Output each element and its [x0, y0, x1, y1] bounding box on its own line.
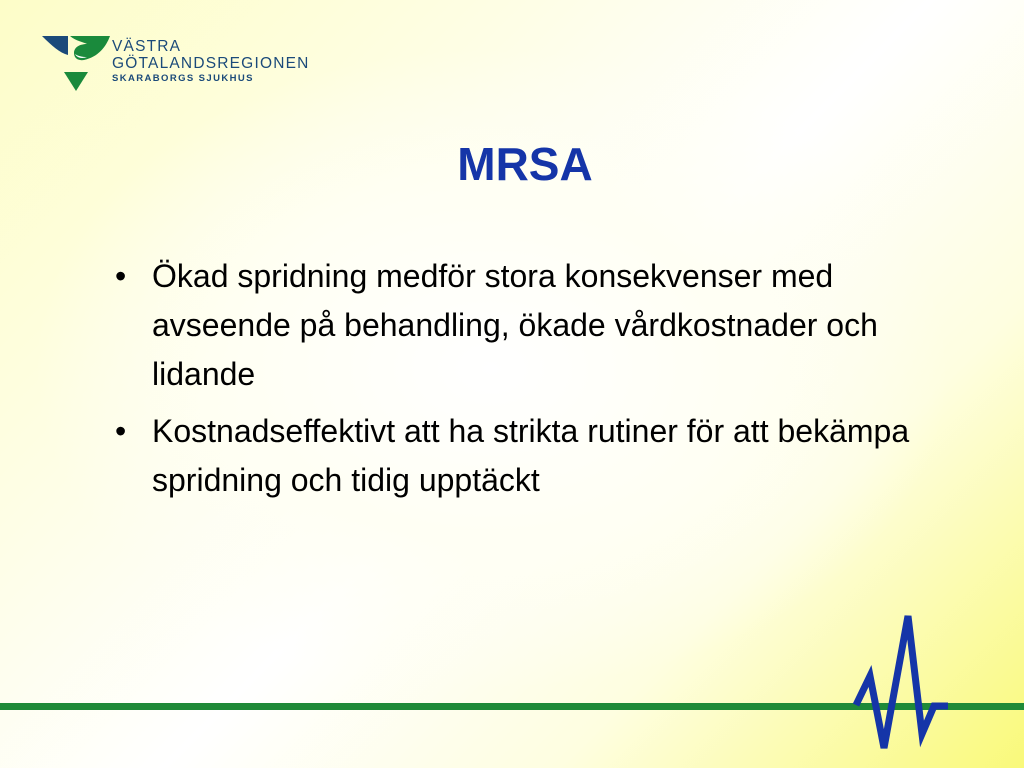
bullet-list: [112, 252, 942, 513]
logo-text: [112, 39, 310, 84]
heartbeat-pulse-icon: [850, 610, 950, 760]
bullet-symbol: •: [115, 413, 127, 449]
vgr-logo-icon: [42, 33, 112, 95]
bullet-item: [112, 407, 942, 505]
logo-line-skaraborgs-sjukhus: SKARABORGS SJUKHUS: [112, 73, 254, 84]
logo-line-gotalandsregionen: GÖTALANDSREGIONEN: [112, 55, 310, 72]
bullet-item: [112, 252, 942, 399]
bullet-symbol: •: [115, 258, 127, 294]
slide-title: MRSA: [457, 138, 593, 190]
logo-line-vastra: VÄSTRA: [112, 38, 182, 55]
organization-logo: [42, 33, 342, 97]
bullet-text: Ökad spridning medför stora konsekvenser med avseende på behandling, ökade vårdkostnader och lidande: [152, 258, 878, 392]
bullet-text: Kostnadseffektivt att ha strikta rutiner för att bekämpa spridning och tidig upptäckt: [152, 413, 910, 498]
